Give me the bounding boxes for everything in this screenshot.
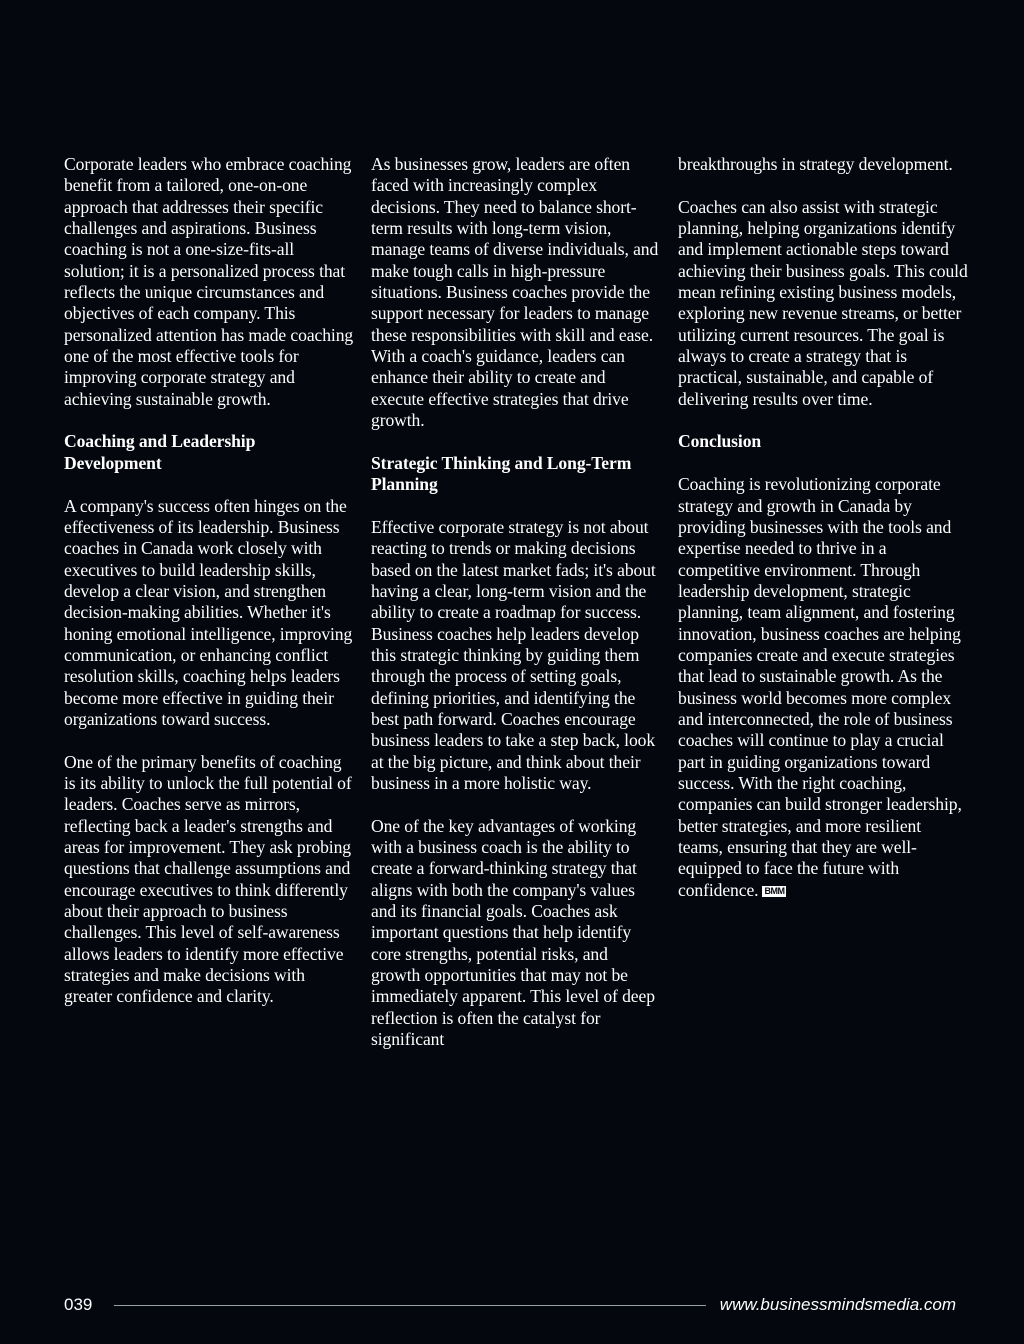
paragraph: A company's success often hinges on the effectiveness of its leadership. Business coaches in Canada work closely with executives to build leadership skills, develop a clear vision, and strengthen decision-making abilities. Whether it's honing emotional intelligence, improving communication, or enhancing conflict resolution skills, coaching helps leaders become more effective in guiding their organizations toward success. [64, 495, 353, 729]
end-of-article-logo: BMM [764, 885, 785, 896]
section-heading: Strategic Thinking and Long-Term Planning [371, 452, 632, 495]
section-heading: Conclusion [678, 431, 762, 452]
paragraph: As businesses grow, leaders are often faced with increasingly complex decisions. They need to balance short-term results with long-term vision, manage teams of diverse individuals, and make tough calls in high-pressure situations. Business coaches provide the support necessary for leaders to manage these responsibilities with skill and ease. With a coach's guidance, leaders can enhance their ability to create and execute effective strategies that drive growth. [371, 154, 659, 431]
article-column-3 [678, 154, 968, 922]
paragraph: Effective corporate strategy is not about reacting to trends or making decisions based on the latest market fads; it's about having a clear, long-term vision and the ability to create a roadmap for success. Business coaches help leaders develop this strategic thinking by guiding them through the process of setting goals, defining priorities, and identifying the best path forward. Coaches encourage business leaders to take a step back, look at the big picture, and think about their business in a more holistic way. [371, 516, 656, 793]
article-column-2 [371, 154, 661, 1072]
website-link[interactable]: www.businessmindsmedia.com [719, 1295, 956, 1314]
paragraph: breakthroughs in strategy development. [678, 154, 953, 174]
paragraph: Coaches can also assist with strategic planning, helping organizations identify and implement actionable steps toward achieving their business goals. This could mean refining existing business models, exploring new revenue streams, or better utilizing current resources. The goal is always to create a strategy that is practical, sustainable, and capable of delivering results over time. [678, 196, 968, 409]
page-footer [64, 1293, 956, 1317]
footer-divider [114, 1305, 705, 1306]
article-column-1 [64, 154, 354, 1029]
closing-paragraph [678, 474, 968, 901]
page-number: 039 [64, 1295, 93, 1314]
paragraph: One of the primary benefits of coaching is its ability to unlock the full potential of leaders. Coaches serve as mirrors, reflecting back a leader's strengths and areas for improvement. They ask probing questions that challenge assumptions and encourage executives to think differently about their approach to business challenges. This level of self-awareness allows leaders to identify more effective strategies and make decisions with greater confidence and clarity. [64, 751, 352, 1007]
paragraph-text: Coaching is revolutionizing corporate strategy and growth in Canada by providing businesses with the tools and expertise needed to thrive in a competitive environment. Through leadership development, strategic planning, team alignment, and fostering innovation, business coaches are helping companies create and execute strategies that lead to sustainable growth. As the business world becomes more complex and interconnected, the role of business coaches will continue to play a crucial part in guiding organizations toward success. With the right coaching, companies can build stronger leadership, better strategies, and more resilient teams, ensuring that they are well-equipped to face the future with confidence. [678, 474, 962, 900]
section-heading: Coaching and Leadership Development [64, 431, 256, 473]
paragraph: One of the key advantages of working with a business coach is the ability to create a forward-thinking strategy that aligns with both the company's values and its financial goals. Coaches ask important questions that help identify core strengths, potential risks, and growth opportunities that may not be immediately apparent. This level of deep reflection is often the catalyst for significant [371, 815, 655, 1050]
paragraph: Corporate leaders who embrace coaching benefit from a tailored, one-on-one approach that addresses their specific challenges and aspirations. Business coaching is not a one-size-fits-all solution; it is a personalized process that reflects the unique circumstances and objectives of each company. This personalized attention has made coaching one of the most effective tools for improving corporate strategy and achieving sustainable growth. [64, 154, 354, 409]
